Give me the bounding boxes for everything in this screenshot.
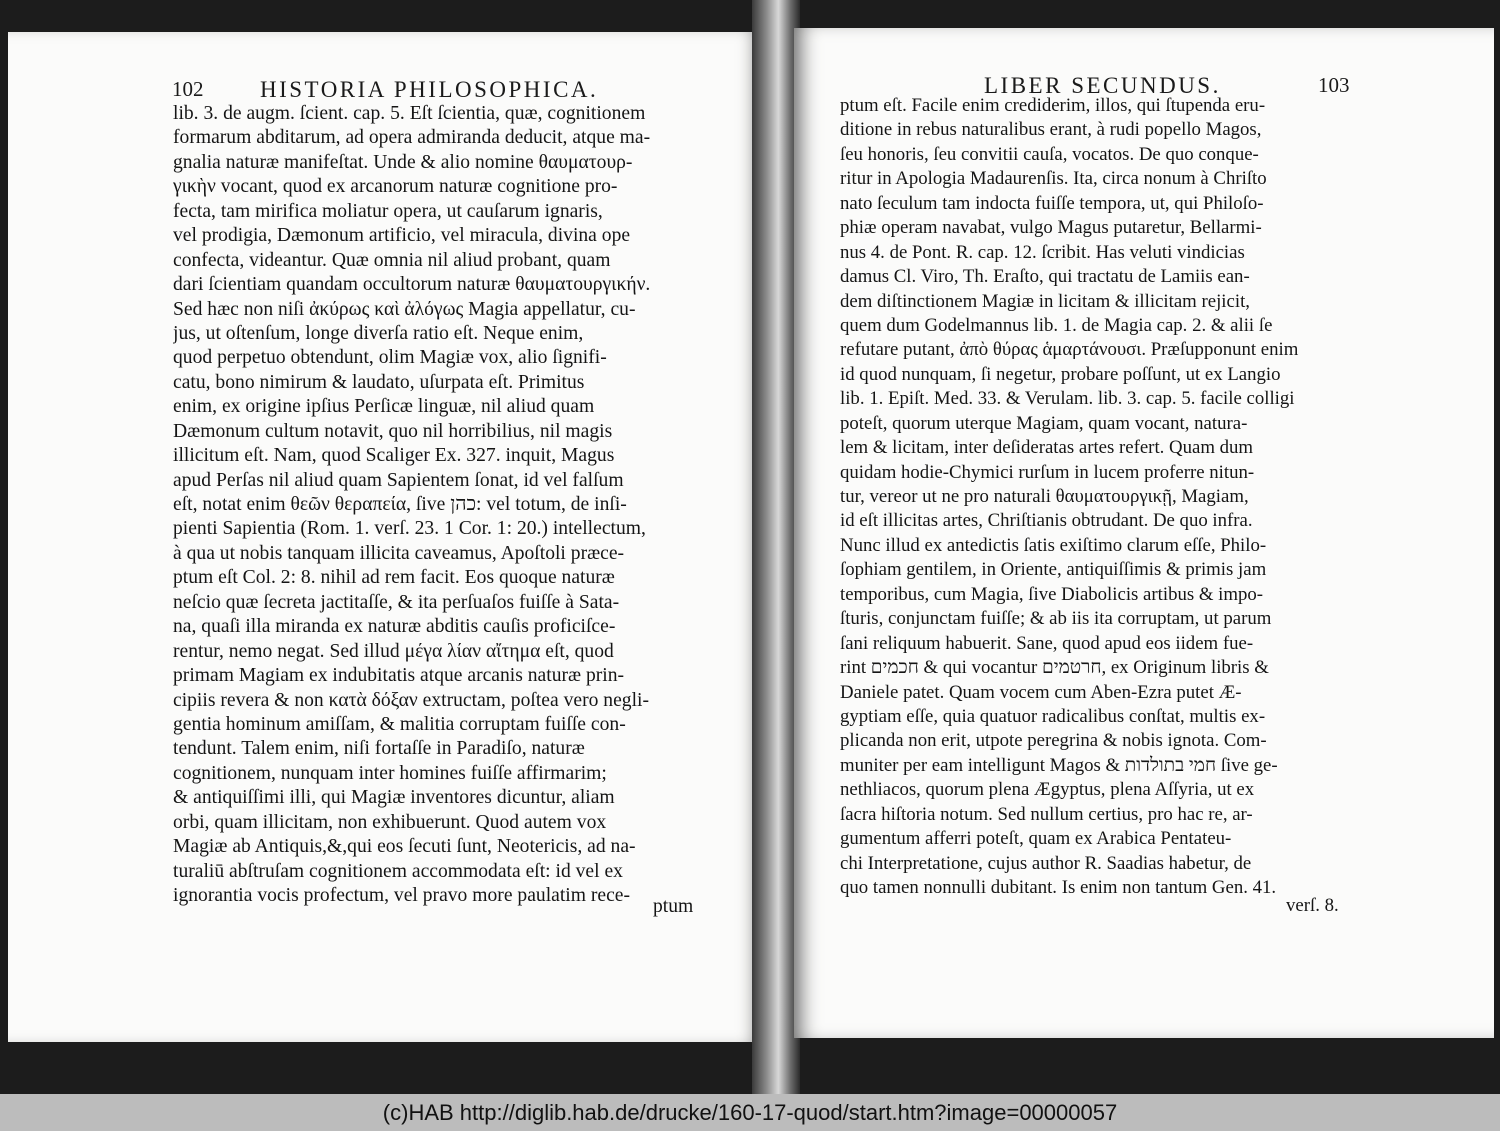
text-line: poteſt, quorum uterque Magiam, quam vocant, natura- [840,412,1248,434]
text-line: nethliacos, quorum plena Ægyptus, plena Aſſyria, ut ex [840,779,1255,801]
text-line: à qua ut nobis tanquam illicita caveamus, Apoſtoli præce- [173,542,625,564]
text-line: confecta, videantur. Quæ omnia nil aliud probant, quam [173,249,611,271]
text-line: ſani reliquum habuerit. Sane, quod apud eos iidem fue- [840,632,1254,654]
text-line: pienti Sapientia (Rom. 1. verſ. 23. 1 Cor. 1: 20.) intellectum, [173,518,646,540]
text-line: orbi, quam illicitam, non exhibuerunt. Quod autem vox [173,811,607,833]
text-line: ſturis, conjunctam fuiſſe; & ab iis ita corruptam, ut parum [840,608,1272,630]
text-line: ditione in rebus naturalibus erant, à rudi popello Magos, [840,119,1262,141]
text-line: dem diſtinctionem Magiæ in licitam & illicitam rejicit, [840,290,1250,312]
left-page [8,32,760,1042]
text-line: gentia hominum amiſſam, & malitia corruptam fuiſſe con- [173,713,626,735]
text-line: ignorantia vocis profectum, vel pravo more paulatim rece- [173,885,631,906]
text-line: gnalia naturæ manifeſtat. Unde & alio nomine θαυματουρ- [173,151,633,173]
text-line: ptum eſt Col. 2: 8. nihil ad rem facit. Eos quoque naturæ [173,567,615,589]
text-line: cognitionem, nunquam inter homines fuiſſe affirmarim; [173,762,607,784]
text-line: jus, ut oſtenſum, longe diverſa ratio eſt. Neque enim, [173,322,584,344]
text-line: enim, ex origine ipſius Perſicæ linguæ, nil aliud quam [173,396,595,418]
text-line: id quod nunquam, ſi negetur, probare poſſunt, ut ex Langio [840,363,1281,385]
text-line: rentur, nemo negat. Sed illud μέγα λίαν αἴτημα eſt, quod [173,640,614,662]
text-line: lib. 3. de augm. ſcient. cap. 5. Eſt ſcientia, quæ, cognitionem [173,103,646,124]
text-line: fecta, tam mirifica moliatur opera, ut cauſarum ignaris, [173,200,603,222]
text-line: refutare putant, ἀπὸ θύρας ἁμαρτάνουσι. Præſupponunt enim [840,339,1299,361]
text-line: temporibus, cum Magia, ſive Diabolicis artibus & impo- [840,583,1264,605]
text-line: na, quaſi illa miranda ex naturæ abditis cauſis proficiſce- [173,616,616,638]
text-line: apud Perſas nil aliud quam Sapientem ſonat, id vel falſum [173,469,624,491]
text-line: vel prodigia, Dæmonum artificio, vel miracula, divina ope [173,225,631,247]
book-gutter [752,0,800,1094]
text-line: ptum eſt. Facile enim crediderim, illos, qui ſtupenda eru- [840,95,1266,116]
right-page [794,28,1494,1038]
left-catchword: ptum [653,896,694,917]
text-line: tendunt. Talem enim, niſi fortaſſe in Paradiſo, naturæ [173,738,585,760]
text-line: Sed hæc non niſi ἀκύρως καὶ ἀλόγως Magia appellatur, cu- [173,298,636,320]
text-line: chi Interpretatione, cujus author R. Saadias habetur, de [840,852,1252,874]
text-line: eſt, notat enim θεῶν θεραπεία, ſive כהן: vel totum, de inſi- [173,494,627,515]
copyright-footer [0,1094,1500,1131]
text-line: quem dum Godelmannus lib. 1. de Magia cap. 2. & alii ſe [840,314,1273,336]
text-line: formarum abditarum, ad opera admiranda deducit, atque ma- [173,127,651,149]
text-line: turaliū abſtruſam cognitionem accommodata eſt: id vel ex [173,860,623,882]
text-line: & antiquiſſimi illi, qui Magiæ inventores dicuntur, aliam [173,787,615,809]
text-line: quod perpetuo obtendunt, olim Magiæ vox, alio ſignifi- [173,347,607,369]
left-page-text [173,102,713,908]
text-line: plicanda non erit, utpote peregrina & nobis ignota. Com- [840,730,1267,752]
text-line: catu, bono nimirum & laudato, uſurpata eſt. Primitus [173,371,585,393]
text-line: Nunc illud ex antedictis ſatis exiſtimo clarum eſſe, Philo- [840,534,1267,556]
right-page-number: 103 [1318,73,1350,97]
text-line: ſacra hiſtoria notum. Sed nullum certius, pro hac re, ar- [840,803,1253,825]
text-line: ſophiam gentilem, in Oriente, antiquiſſimis & primis jam [840,559,1267,581]
text-line: γικὴν vocant, quod ex arcanorum naturæ cognitione pro- [173,176,618,198]
text-line: cipiis revera & non κατὰ δόξαν extructam, poſtea vero negli- [173,689,649,711]
text-line: primam Magiam ex indubitatis atque arcanis naturæ prin- [173,665,625,687]
text-line: tur, vereor ut ne pro naturali θαυματουργικῇ, Magiam, [840,486,1249,507]
text-line: damus Cl. Viro, Th. Eraſto, qui tractatu de Lamiis ean- [840,266,1250,288]
text-line: gyptiam eſſe, quia quatuor radicalibus conſtat, multis ex- [840,705,1266,727]
text-line: quo tamen nonnulli dubitant. Is enim non tantum Gen. 41. [840,877,1277,898]
text-line: quidam hodie-Chymici rurſum in lucem proferre nitun- [840,461,1255,483]
copyright-text: (c)HAB http://diglib.hab.de/drucke/160-17-quod/start.htm?image=00000057 [382,1100,1118,1125]
text-line: neſcio quæ ſecreta jactitaſſe, & ita perſuaſos fuiſſe à Sata- [173,591,620,613]
text-line: phiæ operam navabat, vulgo Magus putaretur, Bellarmi- [840,217,1262,239]
text-line: illicitum eſt. Nam, quod Scaliger Ex. 327. inquit, Magus [173,445,615,467]
text-line: dari ſcientiam quandam occultorum naturæ θαυματουργικήν. [173,274,651,296]
text-line: lib. 1. Epiſt. Med. 33. & Verulam. lib. 3. cap. 5. facile colligi [840,388,1295,410]
text-line: ritur in Apologia Madaurenſis. Ita, circa nonum à Chriſto [840,168,1267,190]
text-line: rint חכמים & qui vocantur חרטמים, ex Originum libris & [840,657,1269,679]
text-line: Daniele patet. Quam vocem cum Aben-Ezra putet Æ- [840,681,1242,703]
text-line: nato ſeculum tam indocta fuiſſe tempora, ut, qui Philoſo- [840,192,1264,214]
text-line: Magiæ ab Antiquis,&,qui eos ſecuti ſunt, Neotericis, ad na- [173,836,636,858]
text-line: muniter per eam intelligunt Magos & חמי בתולדות ſive ge- [840,754,1278,776]
left-page-number: 102 [172,77,204,101]
left-running-head: HISTORIA PHILOSOPHICA. [260,77,599,102]
text-line: ſeu honoris, ſeu convitii cauſa, vocatos. De quo conque- [840,143,1259,165]
text-line: id eſt illicitas artes, Chriſtianis obtrudant. De quo infra. [840,510,1253,532]
text-line: nus 4. de Pont. R. cap. 12. ſcribit. Has veluti vindicias [840,241,1245,263]
text-line: lem & licitam, inter deſideratas artes refert. Quam dum [840,437,1254,459]
text-line: gumentum afferri poteſt, quam ex Arabica Pentateu- [840,828,1232,850]
text-line: Dæmonum cultum notavit, quo nil horribilius, nil magis [173,420,613,442]
right-catchword: verſ. 8. [1286,895,1339,916]
right-page-text [840,94,1370,900]
right-running-head: LIBER SECUNDUS. [984,73,1221,98]
